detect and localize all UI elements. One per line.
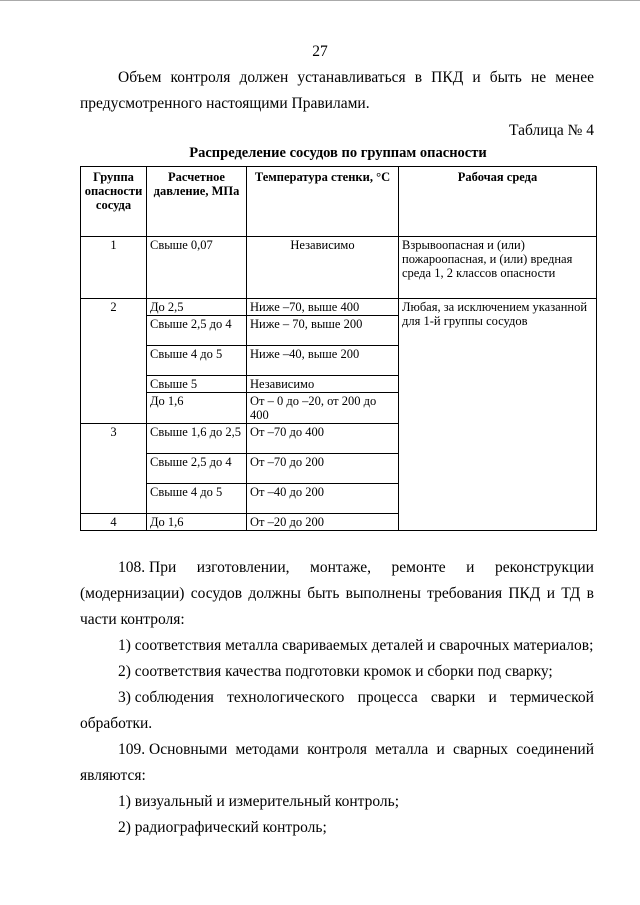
word: должны xyxy=(248,585,301,602)
group2-pressure-1: До 2,5 xyxy=(147,299,247,316)
p108-line-3: части контроля: xyxy=(80,611,185,628)
word: в xyxy=(414,69,423,86)
group3-temperature-2: От –70 до 200 xyxy=(247,454,399,484)
group2-pressure-4: Свыше 5 xyxy=(147,376,247,393)
header-medium: Рабочая среда xyxy=(399,167,597,237)
word: 3) соблюдения xyxy=(118,689,214,706)
table-label: Таблица № 4 xyxy=(509,122,594,139)
header-temperature: Температура стенки, °С xyxy=(247,167,399,237)
word: менее xyxy=(555,69,594,86)
group4-number: 4 xyxy=(81,514,147,531)
word: изготовлении, xyxy=(196,559,290,576)
group2-temperature-5: От – 0 до –20, от 200 до 400 xyxy=(247,393,399,424)
word: 108. При xyxy=(118,559,177,576)
group2-temperature-2: Ниже – 70, выше 200 xyxy=(247,316,399,346)
group2-temperature-1: Ниже –70, выше 400 xyxy=(247,299,399,316)
word: выполнены xyxy=(345,585,421,602)
intro-line-1 xyxy=(118,68,594,88)
group1-temperature: Независимо xyxy=(247,237,399,299)
word: и xyxy=(466,559,475,576)
word: сосудов xyxy=(190,585,243,602)
group2-3-medium: Любая, за исключением указанной для 1-й группы сосудов xyxy=(399,299,597,531)
group1-pressure: Свыше 0,07 xyxy=(147,237,247,299)
word: соединений xyxy=(516,741,594,758)
item-3-line-1 xyxy=(118,688,594,708)
group3-pressure-3: Свыше 4 до 5 xyxy=(147,484,247,514)
list2-item-2: 2) радиографический контроль; xyxy=(118,819,327,836)
p109-line-1 xyxy=(118,740,594,760)
header-group: Группа опасности сосуда xyxy=(81,167,147,237)
group3-temperature-3: От –40 до 200 xyxy=(247,484,399,514)
word: сварки xyxy=(430,689,476,706)
word: и xyxy=(472,69,481,86)
group2-number: 2 xyxy=(81,299,147,424)
word: быть xyxy=(489,69,522,86)
item-3-line-2: обработки. xyxy=(80,715,153,732)
top-rule xyxy=(0,0,640,1)
intro-line-2: предусмотренного настоящими Правилами. xyxy=(80,95,370,112)
word: и xyxy=(488,689,497,706)
word: ТД xyxy=(561,585,581,602)
p108-line-1 xyxy=(118,558,594,578)
p108-line-2 xyxy=(80,584,594,604)
word: термической xyxy=(509,689,594,706)
group4-temperature: От –20 до 200 xyxy=(247,514,399,531)
word: 109. Основными xyxy=(118,741,228,758)
word: процесса xyxy=(357,689,418,706)
group2-pressure-2: Свыше 2,5 до 4 xyxy=(147,316,247,346)
group2-pressure-5: До 1,6 xyxy=(147,393,247,424)
table-title: Распределение сосудов по группам опасности xyxy=(189,145,487,161)
word: не xyxy=(530,69,547,86)
word: должен xyxy=(239,69,289,86)
word: устанавливаться xyxy=(297,69,406,86)
word: ПКД xyxy=(431,69,464,86)
page-number: 27 xyxy=(312,43,328,60)
word: (модернизации) xyxy=(80,585,185,602)
word: сварных xyxy=(452,741,509,758)
word: монтаже, xyxy=(310,559,371,576)
word: реконструкции xyxy=(494,559,594,576)
word: методами xyxy=(235,741,299,758)
word: контроля xyxy=(307,741,368,758)
group3-number: 3 xyxy=(81,424,147,514)
group3-pressure-1: Свыше 1,6 до 2,5 xyxy=(147,424,247,454)
group3-pressure-2: Свыше 2,5 до 4 xyxy=(147,454,247,484)
word: Объем xyxy=(118,69,162,86)
group1-medium: Взрывоопасная и (или) пожароопасная, и (или) вредная среда 1, 2 классов опасности xyxy=(399,237,597,299)
word: ремонте xyxy=(391,559,446,576)
word: в xyxy=(586,585,594,602)
word: требования xyxy=(427,585,503,602)
header-pressure: Расчетное давление, МПа xyxy=(147,167,247,237)
group2-pressure-3: Свыше 4 до 5 xyxy=(147,346,247,376)
item-1: 1) соответствия металла свариваемых деталей и сварочных материалов; xyxy=(118,637,594,654)
p109-line-2: являются: xyxy=(80,767,146,784)
group2-temperature-4: Независимо xyxy=(247,376,399,393)
group4-pressure: До 1,6 xyxy=(147,514,247,531)
word: и xyxy=(436,741,445,758)
word: технологического xyxy=(227,689,345,706)
word: быть xyxy=(307,585,340,602)
group3-temperature-1: От –70 до 400 xyxy=(247,424,399,454)
hazard-groups-table xyxy=(80,166,597,531)
group1-number: 1 xyxy=(81,237,147,299)
word: металла xyxy=(375,741,429,758)
group2-temperature-3: Ниже –40, выше 200 xyxy=(247,346,399,376)
word: и xyxy=(546,585,556,602)
word: контроля xyxy=(170,69,231,86)
item-2: 2) соответствия качества подготовки кромок и сборки под сварку; xyxy=(118,663,553,680)
word: ПКД xyxy=(508,585,541,602)
list2-item-1: 1) визуальный и измерительный контроль; xyxy=(118,793,400,810)
